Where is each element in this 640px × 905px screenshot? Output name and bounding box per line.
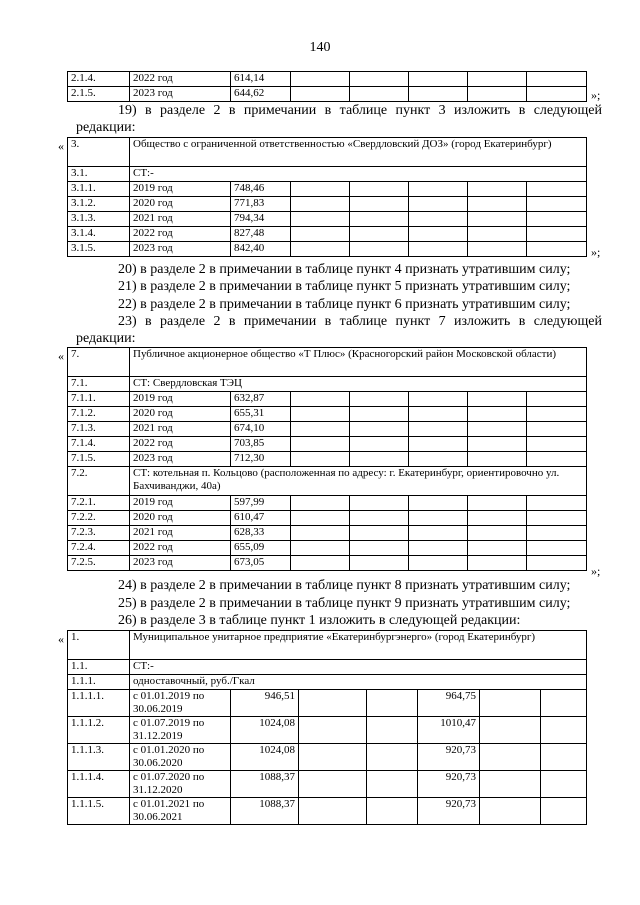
- table-row: [68, 227, 587, 242]
- close-quote: »;: [591, 564, 601, 578]
- table-cell: 920,73: [418, 744, 480, 771]
- table-cell: [367, 690, 418, 717]
- table-cell: 7.: [68, 348, 130, 377]
- table-row: [68, 422, 587, 437]
- table-cell: 1.1.1.4.: [68, 771, 130, 798]
- paragraph-23-cont: редакции:: [76, 331, 136, 346]
- table-cell: 7.1.2.: [68, 407, 130, 422]
- table-cell: [409, 392, 468, 407]
- table-cell: [468, 227, 527, 242]
- table-cell: 1010,47: [418, 717, 480, 744]
- table-cell: [541, 798, 587, 825]
- table-cell: [350, 227, 409, 242]
- table-cell: 2019 год: [130, 392, 231, 407]
- table-cell: 1088,37: [231, 771, 299, 798]
- table-cell: 2022 год: [130, 227, 231, 242]
- paragraph-24: 24) в разделе 2 в примечании в таблице пункт 8 признать утратившим силу;: [118, 578, 571, 593]
- table-cell: [527, 87, 587, 102]
- table-cell: [468, 452, 527, 467]
- table-row: [68, 541, 587, 556]
- table-cell: [291, 87, 350, 102]
- table-row: [68, 496, 587, 511]
- table-cell: 7.2.1.: [68, 496, 130, 511]
- table-cell: [468, 407, 527, 422]
- open-quote: «: [58, 349, 64, 363]
- table-cell: 1.1.1.: [68, 675, 130, 690]
- table-cell: 946,51: [231, 690, 299, 717]
- table-cell: 7.1.1.: [68, 392, 130, 407]
- table-cell: [468, 526, 527, 541]
- table-cell: [480, 744, 541, 771]
- table-row: [68, 407, 587, 422]
- table-row: [68, 511, 587, 526]
- table-cell: 3.1.4.: [68, 227, 130, 242]
- table-cell: [527, 227, 587, 242]
- table-cell: 1.1.1.1.: [68, 690, 130, 717]
- table-cell: [409, 526, 468, 541]
- table-cell: 3.: [68, 138, 130, 167]
- paragraph-20: 20) в разделе 2 в примечании в таблице пункт 4 признать утратившим силу;: [118, 262, 571, 277]
- table-cell: [409, 87, 468, 102]
- table-cell: [541, 717, 587, 744]
- table-cell: 3.1.2.: [68, 197, 130, 212]
- table-cell: 2023 год: [130, 87, 231, 102]
- table-cell: [409, 422, 468, 437]
- table-cell: [480, 798, 541, 825]
- table-cell: [291, 437, 350, 452]
- table-cell: [291, 511, 350, 526]
- table-cell: [350, 182, 409, 197]
- table-cell: 1088,37: [231, 798, 299, 825]
- table-row: [68, 182, 587, 197]
- table-cell: 920,73: [418, 798, 480, 825]
- table-cell: [350, 541, 409, 556]
- table-cell: 2023 год: [130, 556, 231, 571]
- table-cell: [527, 556, 587, 571]
- table-cell: [409, 212, 468, 227]
- table-cell: [350, 87, 409, 102]
- table-section-2-1: [67, 71, 587, 102]
- table-cell: [527, 422, 587, 437]
- table-cell: [350, 526, 409, 541]
- table-cell: 2021 год: [130, 526, 231, 541]
- table-cell: [350, 496, 409, 511]
- table-cell: [468, 197, 527, 212]
- table-cell: одноставочный, руб./Гкал: [130, 675, 587, 690]
- table-cell: [527, 242, 587, 257]
- table-cell: 7.1.3.: [68, 422, 130, 437]
- table-cell: 655,31: [231, 407, 291, 422]
- table-cell: 1.1.1.2.: [68, 717, 130, 744]
- table-cell: [409, 541, 468, 556]
- table-cell: 703,85: [231, 437, 291, 452]
- table-cell: [480, 690, 541, 717]
- table-cell: 655,09: [231, 541, 291, 556]
- table-cell: 2022 год: [130, 541, 231, 556]
- table-cell: 964,75: [418, 690, 480, 717]
- table-cell: [468, 72, 527, 87]
- table-cell: [468, 422, 527, 437]
- table-cell: [350, 72, 409, 87]
- table-cell: [291, 526, 350, 541]
- table-cell: [350, 242, 409, 257]
- table-cell: [291, 242, 350, 257]
- table-cell: [350, 511, 409, 526]
- table-cell: [367, 798, 418, 825]
- table-cell: 673,05: [231, 556, 291, 571]
- table-cell: [409, 72, 468, 87]
- table-cell: 7.2.2.: [68, 511, 130, 526]
- table-cell: [291, 541, 350, 556]
- table-cell: СТ:-: [130, 167, 587, 182]
- table-cell: [409, 556, 468, 571]
- table-cell: 1.1.1.5.: [68, 798, 130, 825]
- org-name: Общество с ограниченной ответственностью «Свердловский ДОЗ» (город Екатеринбург): [130, 138, 587, 167]
- table-cell: [409, 407, 468, 422]
- table-cell: [299, 798, 367, 825]
- table-cell: 628,33: [231, 526, 291, 541]
- table-cell: с 01.07.2020 по 31.12.2020: [130, 771, 231, 798]
- table-cell: [527, 197, 587, 212]
- table-cell: 610,47: [231, 511, 291, 526]
- org-name: Публичное акционерное общество «Т Плюс» (Красногорский район Московской области): [130, 348, 587, 377]
- table-cell: 2019 год: [130, 182, 231, 197]
- table-row: [68, 717, 587, 744]
- table-cell: 7.1.4.: [68, 437, 130, 452]
- table-cell: с 01.01.2021 по 30.06.2021: [130, 798, 231, 825]
- table-row: [68, 744, 587, 771]
- table-cell: 2021 год: [130, 212, 231, 227]
- table-cell: СТ:-: [130, 660, 587, 675]
- table-cell: [409, 197, 468, 212]
- table-cell: [409, 452, 468, 467]
- table-cell: [291, 197, 350, 212]
- table-cell: [291, 182, 350, 197]
- paragraph-25: 25) в разделе 2 в примечании в таблице пункт 9 признать утратившим силу;: [118, 596, 571, 611]
- table-row: [68, 392, 587, 407]
- table-cell: [468, 182, 527, 197]
- table-cell: 2020 год: [130, 511, 231, 526]
- table-cell: 2019 год: [130, 496, 231, 511]
- table-cell: [541, 690, 587, 717]
- table-cell: 597,99: [231, 496, 291, 511]
- table-row: [68, 556, 587, 571]
- table-cell: 674,10: [231, 422, 291, 437]
- table-row: [68, 526, 587, 541]
- table-cell: [468, 511, 527, 526]
- table-row: [68, 437, 587, 452]
- table-cell: с 01.01.2019 по 30.06.2019: [130, 690, 231, 717]
- table-row: [68, 87, 587, 102]
- table-cell: [468, 437, 527, 452]
- table-cell: [409, 242, 468, 257]
- table-cell: [527, 437, 587, 452]
- table-cell: [480, 771, 541, 798]
- table-item-7: [67, 347, 587, 571]
- table-row: [68, 452, 587, 467]
- table-cell: [291, 422, 350, 437]
- table-cell: [350, 212, 409, 227]
- table-cell: 3.1.1.: [68, 182, 130, 197]
- table-cell: 794,34: [231, 212, 291, 227]
- page-number: 140: [309, 40, 331, 55]
- table-cell: 7.2.: [68, 467, 130, 496]
- table-cell: [468, 87, 527, 102]
- table-cell: 2022 год: [130, 72, 231, 87]
- table-cell: [527, 182, 587, 197]
- open-quote: «: [58, 632, 64, 646]
- table-cell: 920,73: [418, 771, 480, 798]
- table-cell: [409, 182, 468, 197]
- table-row: [68, 242, 587, 257]
- table-cell: [527, 212, 587, 227]
- table-cell: 1.1.: [68, 660, 130, 675]
- table-cell: СТ: котельная п. Кольцово (расположенная по адресу: г. Екатеринбург, ориентировочно ул. Бахчиванджи, 40а): [130, 467, 587, 496]
- table-cell: [291, 496, 350, 511]
- table-cell: 2021 год: [130, 422, 231, 437]
- table-cell: [291, 556, 350, 571]
- table-cell: [527, 392, 587, 407]
- table-cell: [291, 452, 350, 467]
- table-cell: 1.1.1.3.: [68, 744, 130, 771]
- table-cell: 771,83: [231, 197, 291, 212]
- table-cell: 842,40: [231, 242, 291, 257]
- paragraph-19-cont: редакции:: [76, 120, 136, 135]
- table-cell: 7.2.3.: [68, 526, 130, 541]
- table-cell: 3.1.3.: [68, 212, 130, 227]
- table-cell: 3.1.: [68, 167, 130, 182]
- table-cell: 2.1.4.: [68, 72, 130, 87]
- org-name: Муниципальное унитарное предприятие «Екатеринбургэнерго» (город Екатеринбург): [130, 631, 587, 660]
- table-cell: [409, 437, 468, 452]
- table-cell: 827,48: [231, 227, 291, 242]
- table-cell: [367, 771, 418, 798]
- table-cell: 644,62: [231, 87, 291, 102]
- table-row: [68, 798, 587, 825]
- table-cell: [291, 392, 350, 407]
- table-cell: 2020 год: [130, 407, 231, 422]
- table-row: [68, 690, 587, 717]
- table-cell: 3.1.5.: [68, 242, 130, 257]
- table-row: [68, 72, 587, 87]
- table-cell: [367, 744, 418, 771]
- table-cell: [350, 422, 409, 437]
- table-cell: [480, 717, 541, 744]
- table-cell: [468, 392, 527, 407]
- table-cell: [527, 496, 587, 511]
- table-cell: [350, 392, 409, 407]
- table-row: [68, 771, 587, 798]
- table-cell: 2023 год: [130, 242, 231, 257]
- table-cell: СТ: Свердловская ТЭЦ: [130, 377, 587, 392]
- table-cell: [527, 407, 587, 422]
- paragraph-26: 26) в разделе 3 в таблице пункт 1 изложить в следующей редакции:: [118, 613, 521, 628]
- table-cell: 7.2.5.: [68, 556, 130, 571]
- table-cell: [299, 690, 367, 717]
- table-cell: [350, 556, 409, 571]
- table-cell: [291, 407, 350, 422]
- table-cell: [291, 72, 350, 87]
- table-cell: [367, 717, 418, 744]
- table-cell: [350, 437, 409, 452]
- table-cell: [299, 771, 367, 798]
- table-cell: 632,87: [231, 392, 291, 407]
- table-cell: [350, 197, 409, 212]
- table-cell: 2.1.5.: [68, 87, 130, 102]
- close-quote: »;: [591, 88, 601, 102]
- table-cell: 748,46: [231, 182, 291, 197]
- table-cell: 7.1.5.: [68, 452, 130, 467]
- table-cell: с 01.07.2019 по 31.12.2019: [130, 717, 231, 744]
- table-cell: [350, 452, 409, 467]
- table-cell: [299, 717, 367, 744]
- table-cell: [468, 242, 527, 257]
- table-cell: [468, 556, 527, 571]
- table-cell: 2023 год: [130, 452, 231, 467]
- table-cell: [409, 227, 468, 242]
- paragraph-23: 23) в разделе 2 в примечании в таблице пункт 7 изложить в следующей: [118, 314, 602, 329]
- table-cell: [350, 407, 409, 422]
- table-row: [68, 197, 587, 212]
- table-cell: 1024,08: [231, 717, 299, 744]
- table-cell: 7.2.4.: [68, 541, 130, 556]
- table-cell: [541, 744, 587, 771]
- close-quote: »;: [591, 245, 601, 259]
- table-item-3: [67, 137, 587, 257]
- table-cell: [527, 541, 587, 556]
- table-cell: [468, 496, 527, 511]
- table-cell: 2020 год: [130, 197, 231, 212]
- table-cell: [299, 744, 367, 771]
- table-cell: 614,14: [231, 72, 291, 87]
- table-cell: 7.1.: [68, 377, 130, 392]
- table-cell: [527, 452, 587, 467]
- open-quote: «: [58, 139, 64, 153]
- table-cell: 1.: [68, 631, 130, 660]
- paragraph-19: 19) в разделе 2 в примечании в таблице пункт 3 изложить в следующей: [118, 103, 602, 118]
- table-cell: [291, 212, 350, 227]
- table-cell: [291, 227, 350, 242]
- paragraph-21: 21) в разделе 2 в примечании в таблице пункт 5 признать утратившим силу;: [118, 279, 571, 294]
- table-cell: [409, 496, 468, 511]
- paragraph-22: 22) в разделе 2 в примечании в таблице пункт 6 признать утратившим силу;: [118, 297, 571, 312]
- table-cell: [409, 511, 468, 526]
- table-row: [68, 212, 587, 227]
- table-cell: [468, 541, 527, 556]
- table-cell: с 01.01.2020 по 30.06.2020: [130, 744, 231, 771]
- table-cell: [527, 526, 587, 541]
- table-cell: 2022 год: [130, 437, 231, 452]
- table-cell: [527, 72, 587, 87]
- table-cell: [527, 511, 587, 526]
- table-cell: [541, 771, 587, 798]
- table-item-1: [67, 630, 587, 825]
- table-cell: [468, 212, 527, 227]
- table-cell: 712,30: [231, 452, 291, 467]
- table-cell: 1024,08: [231, 744, 299, 771]
